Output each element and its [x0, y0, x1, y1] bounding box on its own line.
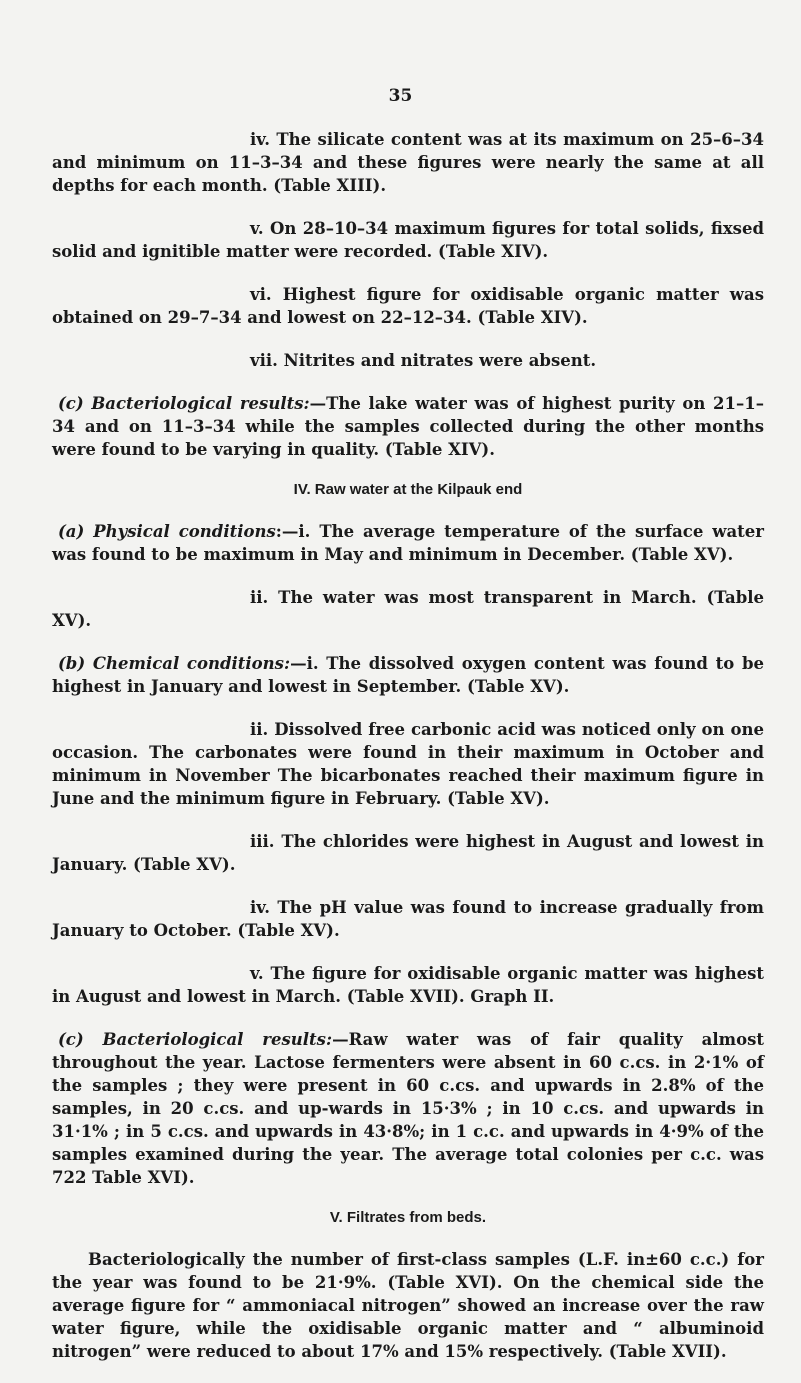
section-heading-raw-water: IV. Raw water at the Kilpauk end: [293, 481, 523, 498]
subheading-bacteriological: (c) Bacteriological results:: [58, 394, 310, 413]
paragraph-chemical-conditions: [52, 652, 764, 698]
paragraph-oxidisable-organic: v. The figure for oxidisable organic matter was highest in August and lowest in March. (Table XVII). Graph II.: [52, 964, 764, 1006]
paragraph-chlorides: iii. The chlorides were highest in August and lowest in January. (Table XV).: [52, 832, 764, 874]
paragraph-physical-conditions: [52, 520, 764, 566]
bacteriological-raw-text: —Raw water was of fair quality almost throughout the year. Lactose fermenters were absent in 60 c.cs. in 2·1% of the samples ; they were present in 60 c.cs. and upwards in 2.8% of the samples, in 20 c.cs. and up-wards in 15·3% ; in 10 c.cs. and upwards in 31·1% ; in 5 c.cs. and upwards in 43·8%; in 1 c.c. and upwards in 4·9% of the samples examined during the year. The average total colonies per c.c. was 722 Table XVI).: [52, 1030, 764, 1187]
bacteriological-lake-text: —The lake water was of highest purity on 21–1–34 and on 11–3–34 while the samples collected during the other months were found to be varying in quality. (Table XIV).: [52, 394, 765, 459]
paragraph-transparency: ii. The water was most transparent in March. (Table XV).: [52, 588, 764, 630]
subheading-bacteriological-raw: (c) Bacteriological results:: [58, 1030, 333, 1049]
subheading-physical: (a) Physical conditions: [58, 522, 276, 541]
paragraph-bacteriological-raw: [52, 1028, 764, 1189]
paragraph-filtrates: Bacteriologically the number of first-class samples (L.F. in±60 c.c.) for the year was found to be 21·9%. (Table XVI). On the chemical side the average figure for “ ammoniacal nitrogen” showed an increase over the raw water figure, while the oxidisable organic matter and “ albuminoid nitrogen” were reduced to about 17% and 15% respectively. (Table XVII).: [52, 1250, 764, 1361]
paragraph-bacteriological-lake: [52, 392, 764, 461]
section-heading-filtrates: V. Filtrates from beds.: [329, 1209, 487, 1226]
paragraph-ph: iv. The pH value was found to increase gradually from January to October. (Table XV).: [52, 898, 764, 940]
paragraph-nitrites: vii. Nitrites and nitrates were absent.: [250, 351, 597, 370]
paragraph-silicate: iv. The silicate content was at its maximum on 25–6–34 and minimum on 11–3–34 and these figures were nearly the same at all depths for each month. (Table XIII).: [52, 130, 764, 195]
page-body: [52, 128, 764, 1383]
physical-text: :—i. The average temperature of the surface water was found to be maximum in May and minimum in December. (Table XV).: [52, 522, 764, 564]
page-number: 35: [388, 86, 413, 106]
subheading-chemical: (b) Chemical conditions:: [58, 654, 291, 673]
paragraph-organic-matter: vi. Highest figure for oxidisable organic matter was obtained on 29–7–34 and lowest on 22–12–34. (Table XIV).: [52, 285, 764, 327]
paragraph-carbonic-acid: ii. Dissolved free carbonic acid was noticed only on one occasion. The carbonates were found in their maximum in October and minimum in November The bicarbonates reached their maximum figure in June and the minimum figure in February. (Table XV).: [52, 720, 764, 808]
chemical-text: —i. The dissolved oxygen content was found to be highest in January and lowest in September. (Table XV).: [52, 654, 765, 696]
paragraph-total-solids: v. On 28–10–34 maximum figures for total solids, fixsed solid and ignitible matter were recorded. (Table XIV).: [52, 219, 764, 261]
